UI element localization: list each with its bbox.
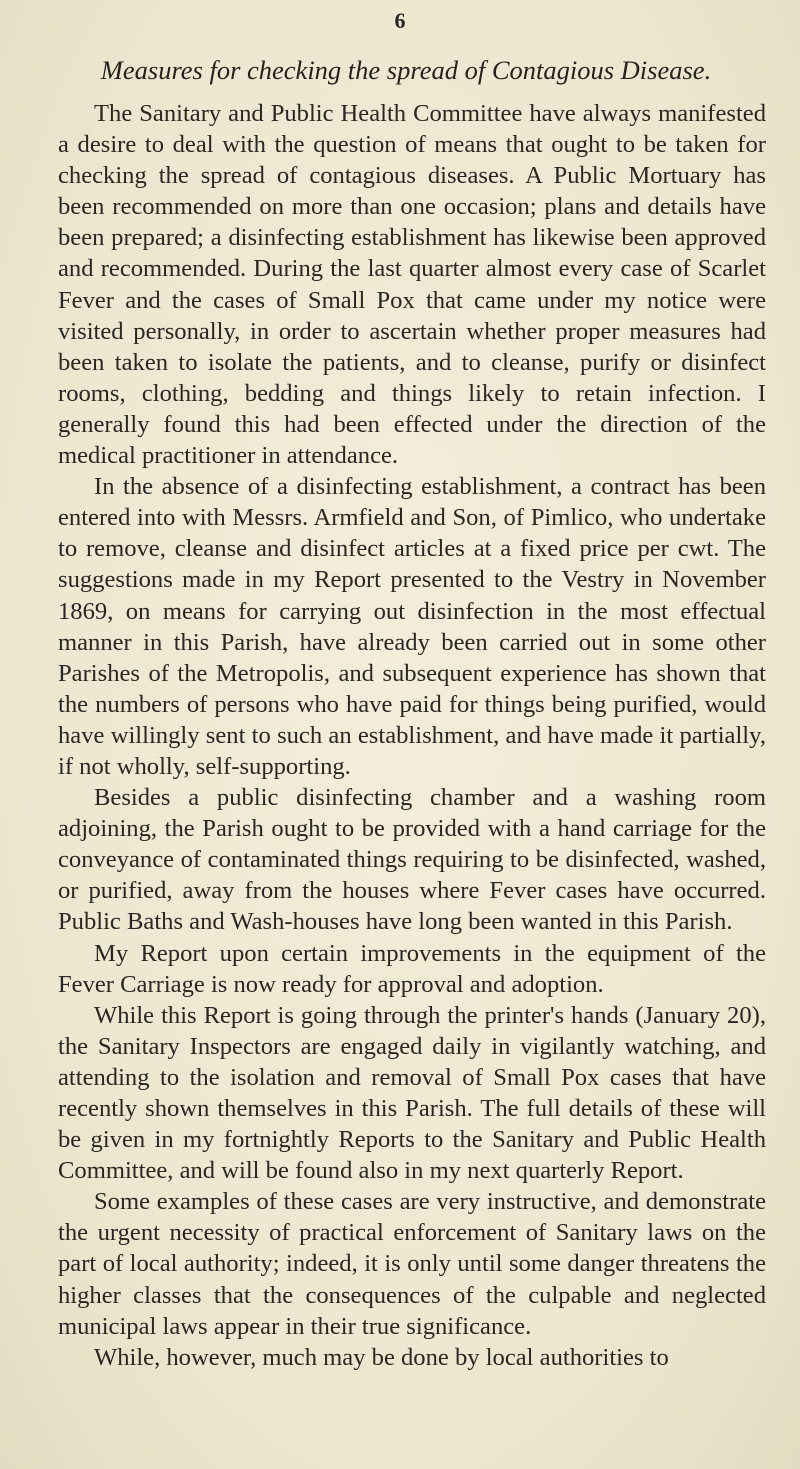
section-title: Measures for checking the spread of Contagious Disease. (100, 55, 712, 85)
paragraph: Some examples of these cases are very instructive, and demonstrate the urgent necessity of practical enforcement of Sanitary laws on the part of local authority; indeed, it is only until some danger threatens the higher classes that the consequences of the culpable and neglected municipal laws appear in their true significance. (58, 1188, 766, 1340)
body-text (58, 98, 766, 1373)
page-number: 6 (394, 8, 406, 33)
paragraph: In the absence of a disinfecting establishment, a contract has been entered into with Messrs. Armfield and Son, of Pimlico, who undertake to remove, cleanse and disinfect articles at a fixed price per cwt. The suggestions made in my Report presented to the Vestry in November 1869, on means for carrying out disinfection in the most effectual manner in this Parish, have already been carried out in some other Parishes of the Metropolis, and subsequent experience has shown that the numbers of persons who have paid for things being purified, would have willingly sent to such an establishment, and have made it partially, if not wholly, self-supporting. (58, 473, 766, 780)
paragraph: While this Report is going through the printer's hands (January 20), the Sanitary Inspectors are engaged daily in vigilantly watching, and attending to the isolation and removal of Small Pox cases that have recently shown themselves in this Parish. The full details of these will be given in my fortnightly Reports to the Sanitary and Public Health Committee, and will be found also in my next quarterly Report. (58, 1001, 766, 1185)
paragraph: While, however, much may be done by local authorities to (94, 1343, 669, 1371)
paragraph: My Report upon certain improvements in the equipment of the Fever Carriage is now ready for approval and adoption. (58, 939, 766, 998)
paragraph: The Sanitary and Public Health Committee have always manifested a desire to deal with the question of means that ought to be taken for checking the spread of contagious diseases. A Public Mortuary has been recommended on more than one occasion; plans and details have been prepared; a disinfecting establishment has likewise been approved and recommended. During the last quarter almost every case of Scarlet Fever and the cases of Small Pox that came under my notice were visited personally, in order to ascertain whether proper measures had been taken to isolate the patients, and to cleanse, purify or disinfect rooms, clothing, bedding and things likely to retain infection. I generally found this had been effected under the direction of the medical practitioner in attendance. (58, 100, 766, 470)
paragraph: Besides a public disinfecting chamber and a washing room adjoining, the Parish ought to be provided with a hand carriage for the conveyance of contaminated things requiring to be disinfected, washed, or purified, away from the houses where Fever cases have occurred. Public Baths and Wash-houses have long been wanted in this Parish. (58, 784, 766, 936)
